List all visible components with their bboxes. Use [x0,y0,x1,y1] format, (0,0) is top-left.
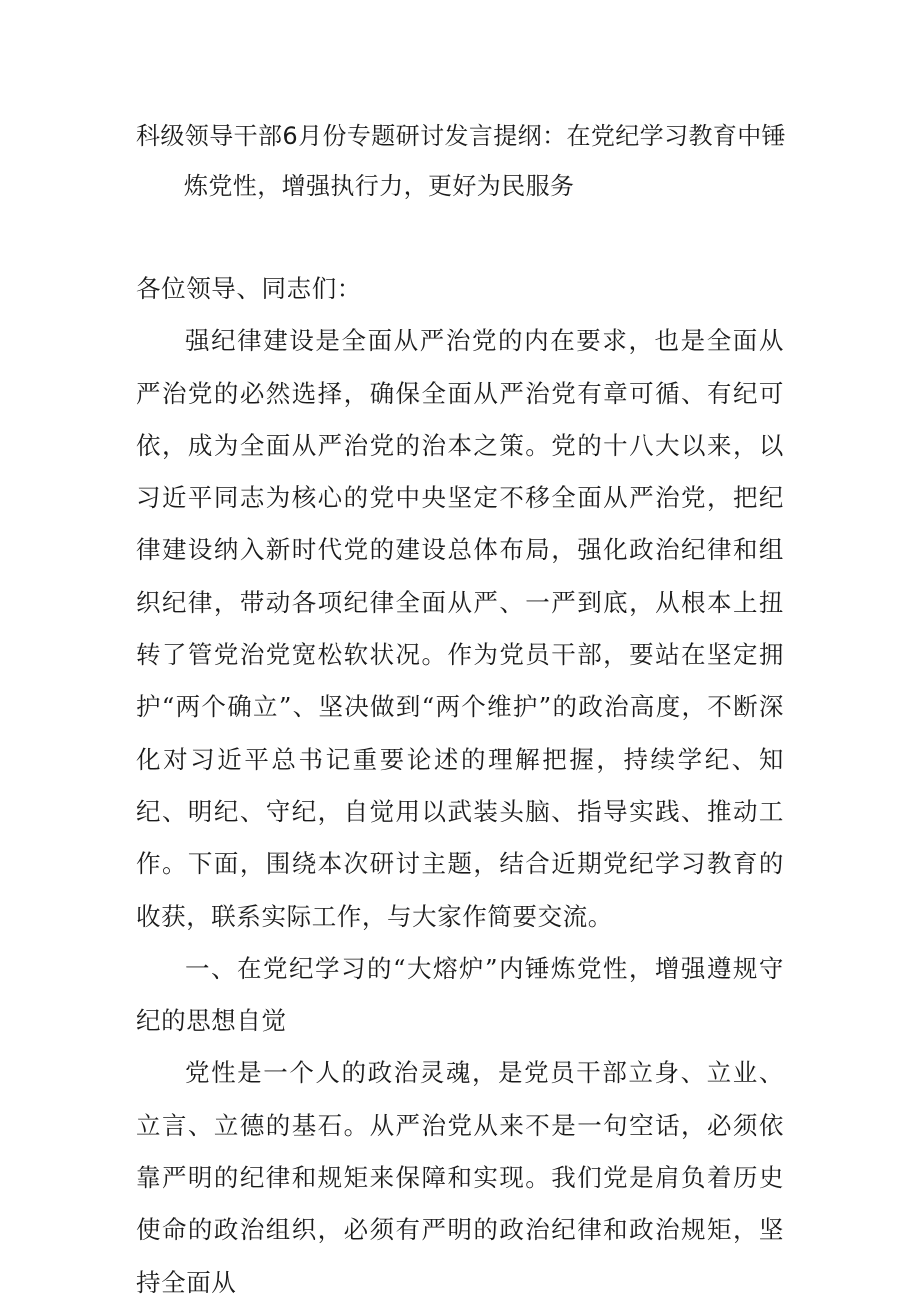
paragraph-intro: 强纪律建设是全面从严治党的内在要求，也是全面从严治党的必然选择，确保全面从严治党有章可循、有纪可依，成为全面从严治党的治本之策。党的十八大以来，以习近平同志为核心的党中央坚定不移全面从严治党，把纪律建设纳入新时代党的建设总体布局，强化政治纪律和组织纪律，带动各项纪律全面从严、一严到底，从根本上扭转了管党治党宽松软状况。作为党员干部，要站在坚定拥护“两个确立”、坚决做到“两个维护”的政治高度，不断深化对习近平总书记重要论述的理解把握，持续学纪、知纪、明纪、守纪，自觉用以武装头脑、指导实践、推动工作。下面，围绕本次研讨主题，结合近期党纪学习教育的收获，联系实际工作，与大家作简要交流。 [136,326,784,931]
document-title-line-2: 炼党性，增强执行力，更好为民服务 [184,172,575,200]
section-heading-1: 一、在党纪学习的“大熔炉”内锤炼党性，增强遵规守纪的思想自觉 [136,953,784,1036]
document-body [136,263,784,1309]
paragraph-section-1: 党性是一个人的政治灵魂，是党员干部立身、立业、立言、立德的基石。从严治党从来不是一句空话，必须依靠严明的纪律和规矩来保障和实现。我们党是肩负着历史使命的政治组织，必须有严明的政治纪律和政治规矩，坚持全面从 [136,1058,784,1297]
document-title-line-1: 科级领导干部6月份专题研讨发言提纲：在党纪学习教育中锤 [136,122,787,150]
salutation: 各位领导、同志们： [136,274,362,303]
